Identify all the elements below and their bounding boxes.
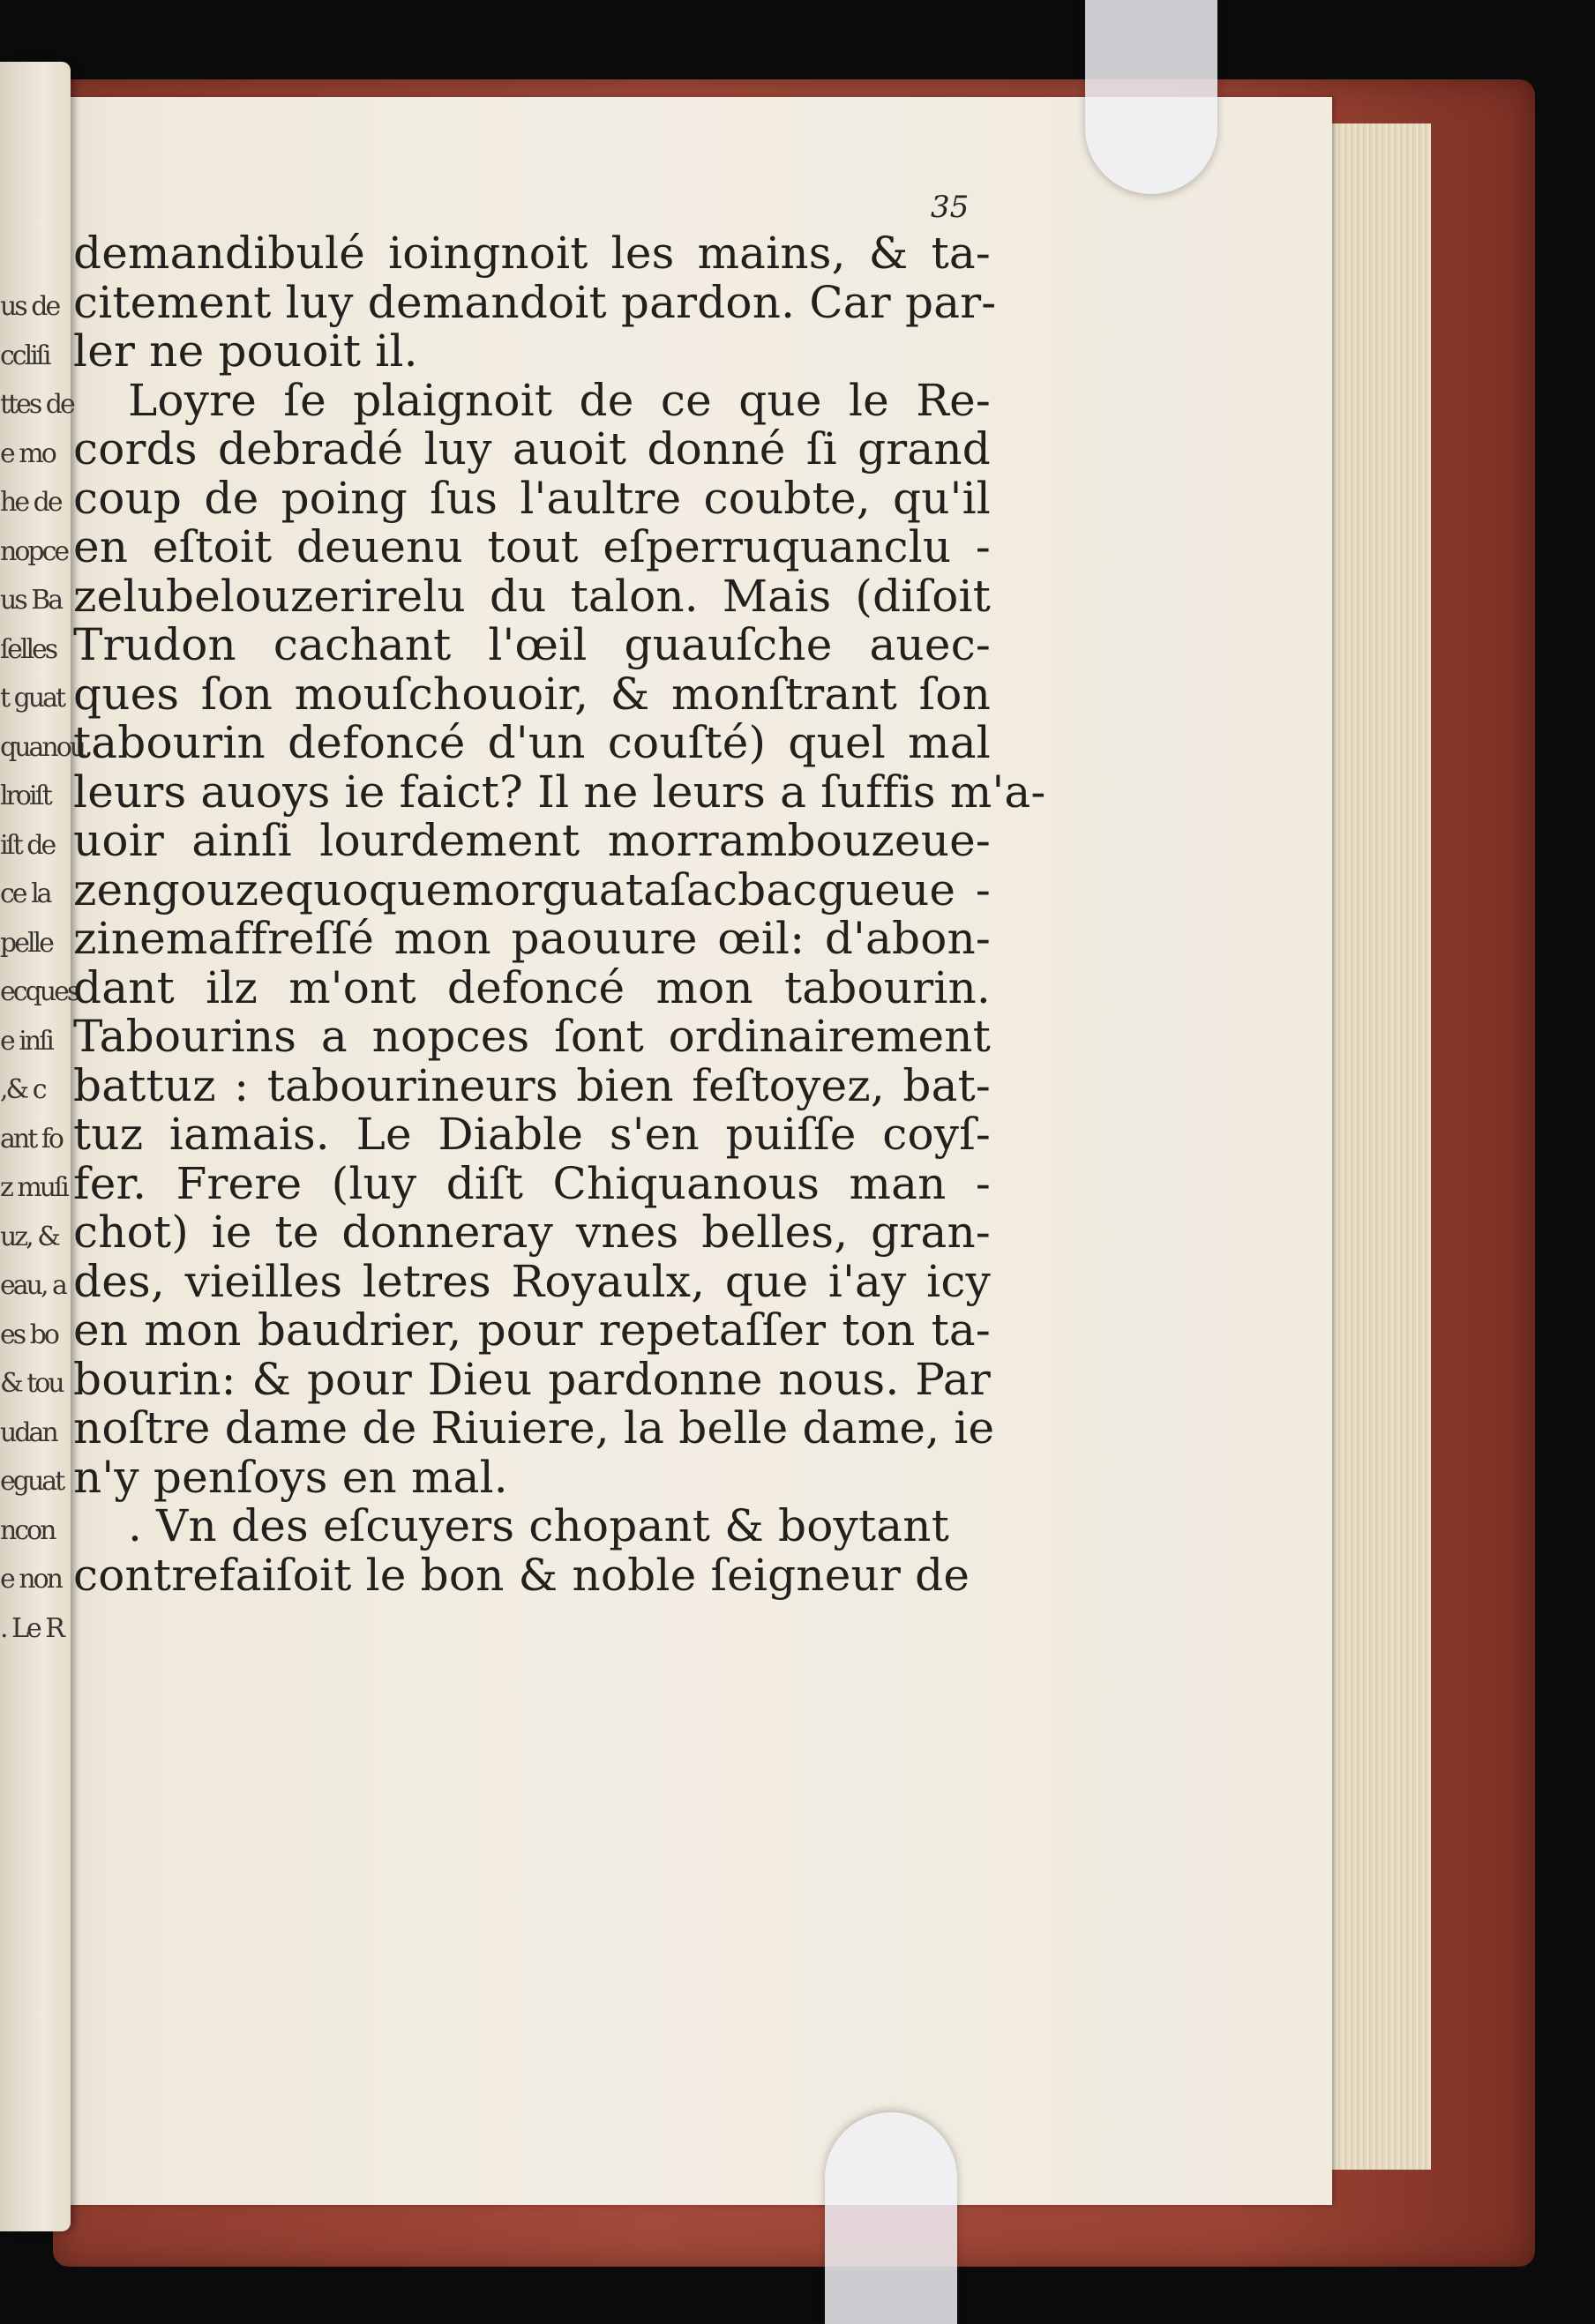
body-text (73, 228, 1046, 1601)
text-line: n'y penſoys en mal. (73, 1451, 508, 1503)
facing-page-fragment: quanou (0, 731, 85, 763)
facing-page-fragment: he de (0, 487, 61, 518)
facing-page-fragment: lroiſt (0, 781, 50, 811)
facing-page-fragment: udan (0, 1416, 56, 1448)
text-line: battuz : tabourineurs bien feſtoyez, bat- (73, 1059, 991, 1111)
facing-page-fragment: nopce (0, 535, 68, 567)
facing-page-edge (0, 62, 85, 2231)
facing-page-fragment: eguat (0, 1466, 64, 1497)
facing-page-fragment: ncon (0, 1514, 55, 1546)
text-line: zengouzequoquemorguataſacbacgueue - (73, 863, 991, 915)
text-line: dant ilz m'ont defoncé mon tabourin. (73, 961, 991, 1013)
facing-page-fragment: us de (0, 291, 59, 322)
facing-page-fragment: ant fo (0, 1123, 62, 1155)
text-line: Trudon cachant l'œil guauſche auec- (73, 619, 991, 670)
facing-page-fragment: iſt de (0, 829, 55, 861)
text-line: bourin: & pour Dieu pardonne nous. Par (73, 1353, 991, 1405)
facing-page-text-fragments (0, 282, 85, 1653)
facing-page-fragment: t guat (0, 683, 64, 714)
facing-page-fragment: pelle (0, 927, 52, 959)
facing-page-fragment: uz, & (0, 1221, 58, 1252)
facing-page-fragment: us Ba (0, 585, 62, 616)
facing-page-fragment: e mo (0, 437, 55, 469)
text-line: contrefaiſoit le bon & noble ſeigneur de (73, 1549, 970, 1601)
facing-page-fragment: ccliſi (0, 340, 49, 371)
text-line: ler ne pouoit il. (73, 325, 418, 377)
text-line: en mon baudrier, pour repetaſſer ton ta- (73, 1304, 991, 1356)
text-line: tabourin defoncé d'un couſté) quel mal (73, 717, 991, 768)
facing-page-fragment: z muſi (0, 1172, 67, 1203)
text-line: leurs auoys ie faict? Il ne leurs a ſuffis m'a- (73, 766, 1046, 818)
facing-page-fragment: ce la (0, 878, 50, 909)
facing-page-fragment: ecques (0, 976, 79, 1007)
facing-page-fragment: e non (0, 1564, 61, 1595)
text-line: Tabourins a nopces ſont ordinairement (73, 1011, 991, 1062)
text-line: en eſtoit deuenu tout eſperruquanclu - (73, 521, 991, 572)
page-number: 35 (931, 190, 970, 225)
facing-page-fragment: . Le R (0, 1612, 63, 1644)
text-line: coup de poing ſus l'aultre coubte, qu'il (73, 472, 991, 524)
text-line: chot) ie te donneray vnes belles, gran- (73, 1207, 991, 1258)
facing-page-fragment: ſelles (0, 633, 56, 665)
text-line: zelubelouzerirelu du talon. Mais (diſoit (73, 570, 991, 622)
text-line: . Vn des eſcuyers chopant & boytant (128, 1500, 949, 1551)
text-line: demandibulé ioingnoit les mains, & ta- (73, 228, 991, 279)
facing-page-fragment: eau, a (0, 1270, 65, 1301)
page-clip-bottom (825, 2112, 957, 2324)
text-line: citement luy demandoit pardon. Car par- (73, 276, 997, 328)
facing-page-fragment: e inſi (0, 1025, 52, 1057)
text-line: tuz iamais. Le Diable s'en puiſſe coyſ- (73, 1109, 991, 1160)
facing-page-fragment: es bo (0, 1319, 57, 1350)
text-line: fer. Frere (luy diſt Chiquanous man - (73, 1157, 991, 1209)
facing-page-fragment: & tou (0, 1368, 63, 1399)
page-clip-top (1085, 0, 1217, 194)
text-line: ques ſon mouſchouoir, & monſtrant ſon (73, 668, 991, 720)
facing-page-fragment: ,& c (0, 1074, 45, 1105)
text-line: cords debradé luy auoit donné ſi grand (73, 423, 991, 475)
text-line: des, vieilles letres Royaulx, que i'ay icy (73, 1255, 991, 1307)
facing-page-fragment: ttes de (0, 389, 73, 420)
text-line: Loyre ſe plaignoit de ce que le Re- (128, 374, 991, 426)
text-line: zinemaffreſſé mon paouure œil: d'abon- (73, 913, 991, 964)
text-line: uoir ainſi lourdement morrambouzeue- (73, 815, 991, 866)
text-line: noſtre dame de Riuiere, la belle dame, ie (73, 1402, 995, 1453)
